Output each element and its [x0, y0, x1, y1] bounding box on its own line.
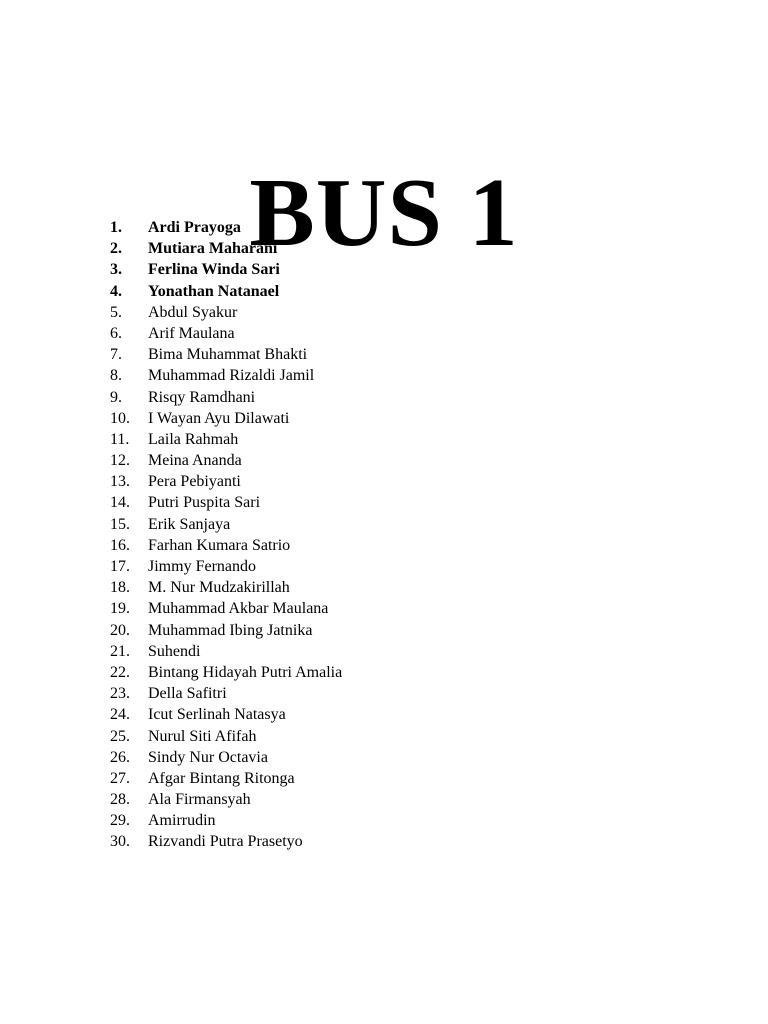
list-item-number: 17. — [110, 558, 130, 575]
list-item — [110, 514, 342, 535]
list-item-number: 29. — [110, 812, 130, 830]
list-item-number: 8. — [110, 367, 122, 385]
list-item-name: Ferlina Winda Sari — [148, 261, 280, 279]
list-item — [110, 831, 342, 852]
list-item — [110, 471, 342, 492]
list-item-name: Abdul Syakur — [148, 303, 238, 321]
list-item — [110, 683, 342, 704]
list-item — [110, 704, 342, 725]
list-item — [110, 492, 342, 513]
list-item — [110, 259, 342, 280]
list-item — [110, 556, 342, 577]
list-item-number: 18. — [110, 579, 130, 597]
list-item — [110, 344, 342, 365]
list-item-name: Afgar Bintang Ritonga — [148, 769, 295, 787]
list-item — [110, 365, 342, 386]
list-item — [110, 598, 342, 619]
list-item-name: Farhan Kumara Satrio — [148, 536, 291, 554]
list-item-name: Muhammad Rizaldi Jamil — [148, 367, 315, 385]
list-item-number: 19. — [110, 600, 130, 618]
list-item — [110, 768, 342, 789]
list-item-name: Amirrudin — [148, 812, 216, 830]
list-item-name: Jimmy Fernando — [148, 558, 256, 575]
list-item — [110, 747, 342, 768]
list-item — [110, 217, 342, 238]
list-item-number: 7. — [110, 346, 122, 364]
list-item — [110, 302, 342, 323]
list-item — [110, 408, 342, 429]
list-item — [110, 726, 342, 747]
list-item-number: 15. — [110, 515, 130, 533]
list-item-name: Ala Firmansyah — [148, 791, 251, 809]
list-item-name: Muhammad Ibing Jatnika — [148, 621, 313, 639]
list-item-number: 1. — [110, 219, 122, 236]
list-item — [110, 620, 342, 641]
list-item-number: 2. — [110, 240, 122, 258]
list-item-number: 9. — [110, 388, 122, 406]
list-item-name: Nurul Siti Afifah — [148, 727, 257, 745]
list-item-number: 14. — [110, 494, 130, 512]
list-item — [110, 662, 342, 683]
list-item-number: 4. — [110, 282, 122, 300]
list-item-number: 27. — [110, 769, 130, 787]
list-item-number: 30. — [110, 833, 130, 851]
list-item-name: Putri Puspita Sari — [148, 494, 261, 512]
list-item — [110, 281, 342, 302]
page-title: BUS 1 — [249, 158, 519, 267]
list-item — [110, 641, 342, 662]
list-item-number: 12. — [110, 452, 130, 470]
list-item — [110, 323, 342, 344]
list-item-name: Mutiara Maharani — [148, 240, 278, 258]
list-item-name: Bima Muhammat Bhakti — [148, 346, 308, 364]
list-item-name: Arif Maulana — [148, 324, 235, 342]
list-item-name: Risqy Ramdhani — [148, 388, 256, 406]
list-item-number: 28. — [110, 791, 130, 809]
list-item-name: Yonathan Natanael — [148, 282, 280, 300]
list-item — [110, 535, 342, 556]
list-item-name: Della Safitri — [148, 685, 227, 703]
list-item-number: 26. — [110, 748, 130, 766]
list-item-number: 16. — [110, 536, 130, 554]
list-item-number: 25. — [110, 727, 130, 745]
list-item-number: 21. — [110, 642, 130, 660]
list-item-name: Ardi Prayoga — [148, 219, 241, 236]
list-item — [110, 387, 342, 408]
list-item-number: 11. — [110, 430, 130, 448]
list-item-number: 5. — [110, 303, 122, 321]
list-item-number: 22. — [110, 663, 130, 681]
list-item-name: I Wayan Ayu Dilawati — [148, 409, 290, 427]
list-item-name: Erik Sanjaya — [148, 515, 231, 533]
list-item-name: Sindy Nur Octavia — [148, 748, 268, 766]
list-item-number: 10. — [110, 409, 130, 427]
list-item — [110, 429, 342, 450]
list-item — [110, 810, 342, 831]
list-item-number: 6. — [110, 324, 122, 342]
list-item — [110, 450, 342, 471]
list-item-name: Suhendi — [148, 642, 201, 660]
passenger-list — [110, 217, 342, 853]
list-item-number: 13. — [110, 473, 130, 491]
list-item-number: 20. — [110, 621, 130, 639]
list-item-name: Muhammad Akbar Maulana — [148, 600, 329, 618]
list-item — [110, 789, 342, 810]
list-item-number: 24. — [110, 706, 130, 724]
list-item-name: Bintang Hidayah Putri Amalia — [148, 663, 343, 681]
list-item-name: Rizvandi Putra Prasetyo — [148, 833, 303, 851]
list-item-name: Laila Rahmah — [148, 430, 239, 448]
list-item-name: Icut Serlinah Natasya — [148, 706, 286, 724]
list-item — [110, 238, 342, 259]
list-item-number: 23. — [110, 685, 130, 703]
list-item-name: Meina Ananda — [148, 452, 242, 470]
list-item — [110, 577, 342, 598]
list-item-number: 3. — [110, 261, 122, 279]
list-item-name: Pera Pebiyanti — [148, 473, 241, 491]
list-item-name: M. Nur Mudzakirillah — [148, 579, 290, 597]
